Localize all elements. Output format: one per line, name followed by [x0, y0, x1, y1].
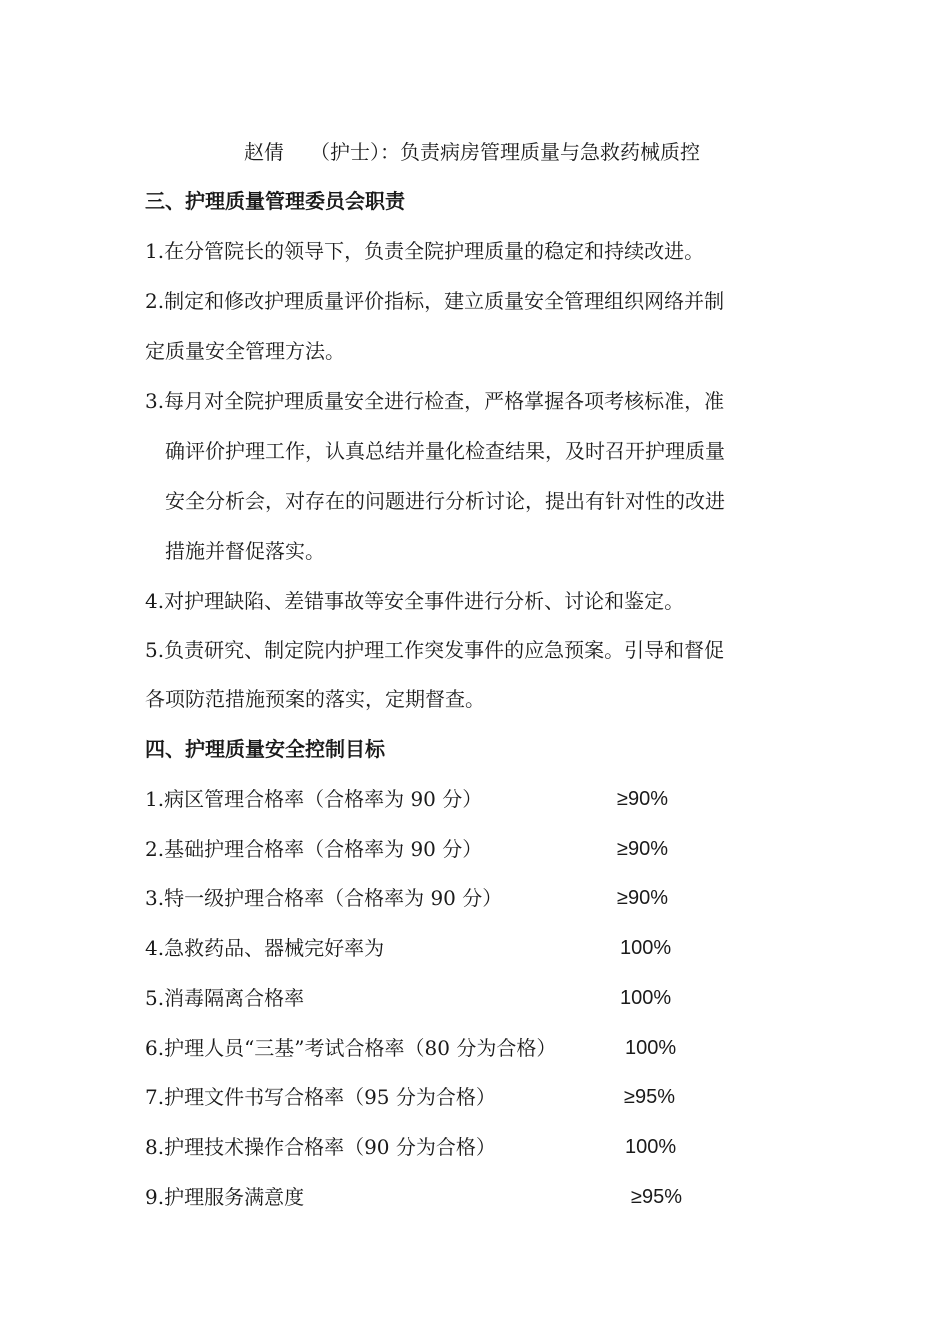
section-four-heading: 四、护理质量安全控制目标 — [145, 737, 385, 761]
goal-label: 5.消毒隔离合格率 — [145, 986, 305, 1010]
goal-value: ≥90% — [617, 838, 669, 860]
goal-value: 100% — [620, 987, 672, 1009]
goal-value: 100% — [625, 1037, 677, 1059]
duty-item-4: 4.对护理缺陷、差错事故等安全事件进行分析、讨论和鉴定。 — [145, 589, 685, 613]
staff-role: （护士）：负责病房管理质量与急救药械质控 — [310, 140, 700, 164]
section-three-heading: 三、护理质量管理委员会职责 — [145, 189, 405, 213]
duty-item-1: 1.在分管院长的领导下，负责全院护理质量的稳定和持续改进。 — [145, 239, 705, 263]
duty-item-5-line-1: 5.负责研究、制定院内护理工作突发事件的应急预案。引导和督促 — [145, 638, 725, 662]
staff-name: 赵倩 — [244, 140, 284, 164]
goal-label: 2.基础护理合格率（合格率为 90 分） — [145, 837, 483, 861]
goal-label: 6.护理人员“三基”考试合格率（80 分为合格） — [145, 1036, 557, 1060]
goal-label: 8.护理技术操作合格率（90 分为合格） — [145, 1135, 496, 1159]
duty-item-2-line-1: 2.制定和修改护理质量评价指标，建立质量安全管理组织网络并制 — [145, 289, 725, 313]
goal-label: 1.病区管理合格率（合格率为 90 分） — [145, 787, 483, 811]
goal-value: ≥95% — [624, 1086, 676, 1108]
goal-label: 3.特一级护理合格率（合格率为 90 分） — [145, 886, 503, 910]
staff-duty-line — [244, 139, 700, 165]
goal-value: ≥90% — [617, 887, 669, 909]
duty-item-2-line-2: 定质量安全管理方法。 — [145, 339, 345, 363]
goal-label: 9.护理服务满意度 — [145, 1185, 305, 1209]
duty-item-3-line-1: 3.每月对全院护理质量安全进行检查，严格掌握各项考核标准，准 — [145, 389, 725, 413]
duty-item-3-line-3: 安全分析会，对存在的问题进行分析讨论，提出有针对性的改进 — [165, 489, 725, 513]
goal-label: 7.护理文件书写合格率（95 分为合格） — [145, 1085, 496, 1109]
goal-value: ≥95% — [631, 1186, 683, 1208]
duty-item-3-line-4: 措施并督促落实。 — [165, 539, 325, 563]
duty-item-5-line-2: 各项防范措施预案的落实，定期督查。 — [145, 687, 485, 711]
goal-value: 100% — [620, 937, 672, 959]
goal-value: 100% — [625, 1136, 677, 1158]
goal-label: 4.急救药品、器械完好率为 — [145, 936, 385, 960]
goal-value: ≥90% — [617, 788, 669, 810]
duty-item-3-line-2: 确评价护理工作，认真总结并量化检查结果，及时召开护理质量 — [165, 439, 725, 463]
